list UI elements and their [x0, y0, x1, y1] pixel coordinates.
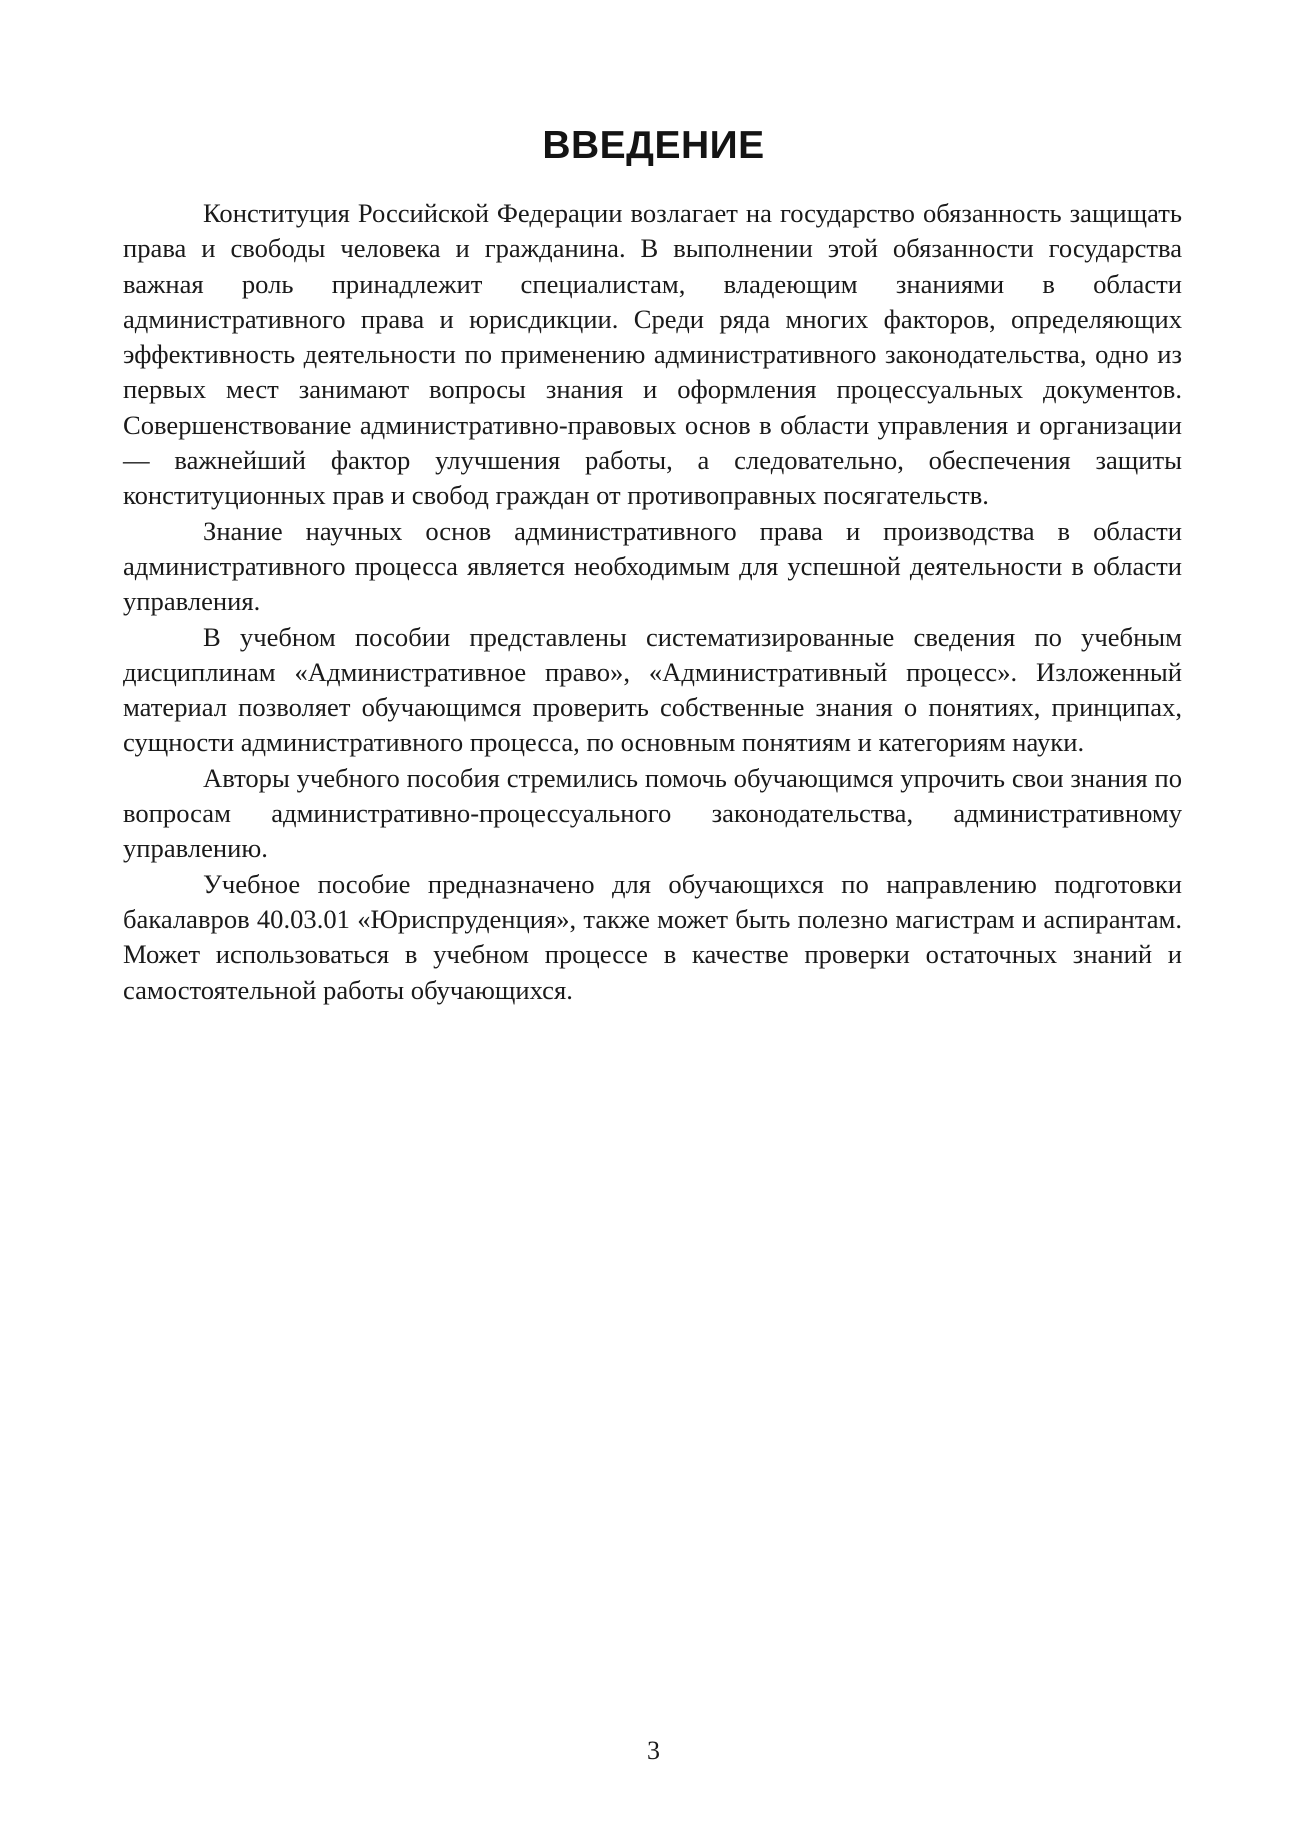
paragraph: Учебное пособие предназначено для обучающихся по направлению подготовки бакалавров 40.03.01 «Юриспруденция», также может быть полезно магистрам и аспирантам. Может использоваться в учебном процессе в качестве проверки остаточных знаний и самостоятельной работы обучающихся. — [123, 868, 1182, 1005]
page-number: 3 — [647, 1736, 660, 1765]
body-text — [123, 196, 1182, 1008]
paragraph: Конституция Российской Федерации возлагает на государство обязанность защищать права и свободы человека и гражданина. В выполнении этой обязанности государства важная роль принадлежит специалистам, владеющим знаниями в области административного права и юрисдикции. Среди ряда многих факторов, определяющих эффективность деятельности по применению административного законодательства, одно из первых мест занимают вопросы знания и оформления процессуальных документов. Совершенствование административно-правовых основ в области управления и организации — важнейший фактор улучшения работы, а следовательно, обеспечения защиты конституционных прав и свобод граждан от противоправных посягательств. — [123, 198, 1182, 511]
paragraph: Авторы учебного пособия стремились помочь обучающимся упрочить свои знания по вопросам административно-процессуального законодательства, административному управлению. — [123, 762, 1182, 864]
paragraph: В учебном пособии представлены систематизированные сведения по учебным дисциплинам «Административное право», «Административный процесс». Изложенный материал позволяет обучающимся проверить собственные знания о понятиях, принципах, сущности административного процесса, по основным понятиям и категориям науки. — [123, 621, 1182, 758]
paragraph: Знание научных основ административного права и производства в области административного процесса является необходимым для успешной деятельности в области управления. — [123, 515, 1182, 617]
page-title: ВВЕДЕНИЕ — [542, 124, 765, 167]
